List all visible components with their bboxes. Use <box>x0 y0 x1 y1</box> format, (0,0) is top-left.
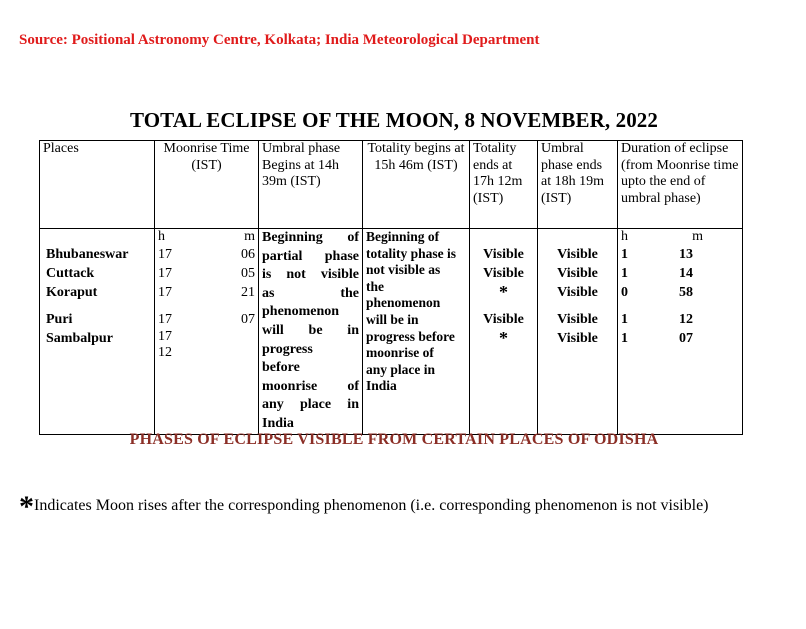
duration-column <box>618 229 743 435</box>
umbral-ends-sambalpur: Visible <box>557 331 598 346</box>
table-caption: PHASES OF ECLIPSE VISIBLE FROM CERTAIN PLACES OF ODISHA <box>129 431 659 448</box>
moonrise-column <box>155 229 259 435</box>
place-bhubaneswar: Bhubaneswar <box>46 247 129 262</box>
totality-ends-cuttack: Visible <box>483 266 524 281</box>
totality-ends-puri: Visible <box>483 312 524 327</box>
header-umbral-begins: Umbral phase Begins at 14h 39m (IST) <box>259 141 363 229</box>
source-line: Source: Positional Astronomy Centre, Kolkata; India Meteorological Department <box>19 32 540 48</box>
moonrise-sambalpur: 17 12 <box>158 329 172 360</box>
asterisk-symbol: * <box>19 490 34 523</box>
totality-ends-bhubaneswar: Visible <box>483 247 524 262</box>
place-koraput: Koraput <box>46 285 98 300</box>
header-umbral-ends: Umbral phase ends at 18h 19m (IST) <box>538 141 618 229</box>
page-title: TOTAL ECLIPSE OF THE MOON, 8 NOVEMBER, 2022 <box>129 108 659 132</box>
header-moonrise: Moonrise Time (IST) <box>155 141 259 229</box>
header-totality-begins: Totality begins at 15h 46m (IST) <box>363 141 470 229</box>
place-cuttack: Cuttack <box>46 266 95 281</box>
duration-koraput: 0 58 <box>621 285 693 300</box>
place-puri: Puri <box>46 312 73 327</box>
place-sambalpur: Sambalpur <box>46 331 113 346</box>
data-rows <box>40 229 743 435</box>
totality-ends-sambalpur: * <box>499 328 508 348</box>
umbral-ends-bhubaneswar: Visible <box>557 247 598 262</box>
unit-m: m <box>244 229 255 244</box>
umbral-begins-note: Beginning of partial phase is not visible as the phenomenon will be in progress before moonrise of any place in India <box>259 229 363 435</box>
header-places: Places <box>40 141 155 229</box>
unit-h: h <box>158 229 165 244</box>
footnote-text: Indicates Moon rises after the corresponding phenomenon (i.e. corresponding phenomenon is not visible) <box>34 497 709 514</box>
header-duration: Duration of eclipse (from Moonrise time upto the end of umbral phase) <box>618 141 743 229</box>
moonrise-cuttack: 17 05 <box>158 266 255 281</box>
header-totality-ends: Totality ends at 17h 12m (IST) <box>470 141 538 229</box>
umbral-ends-column <box>538 229 618 435</box>
umbral-ends-koraput: Visible <box>557 285 598 300</box>
duration-puri: 1 12 <box>621 312 693 327</box>
moonrise-koraput: 17 21 <box>158 285 255 300</box>
moonrise-bhubaneswar: 17 06 <box>158 247 255 262</box>
umbral-ends-cuttack: Visible <box>557 266 598 281</box>
totality-ends-koraput: * <box>499 282 508 302</box>
umbral-ends-puri: Visible <box>557 312 598 327</box>
header-row <box>40 141 743 229</box>
totality-ends-column <box>470 229 538 435</box>
duration-sambalpur: 1 07 <box>621 331 693 346</box>
duration-unit-m: m <box>692 229 703 244</box>
duration-bhubaneswar: 1 13 <box>621 247 693 262</box>
footnote <box>19 490 779 523</box>
totality-begins-note: Beginning of totality phase is not visible as the phenomenon will be in progress before moonrise of any place in India <box>363 229 470 435</box>
duration-unit-h: h <box>621 229 628 244</box>
moonrise-puri: 17 07 <box>158 312 255 327</box>
places-column <box>40 229 155 435</box>
eclipse-table <box>39 140 743 435</box>
duration-cuttack: 1 14 <box>621 266 693 281</box>
